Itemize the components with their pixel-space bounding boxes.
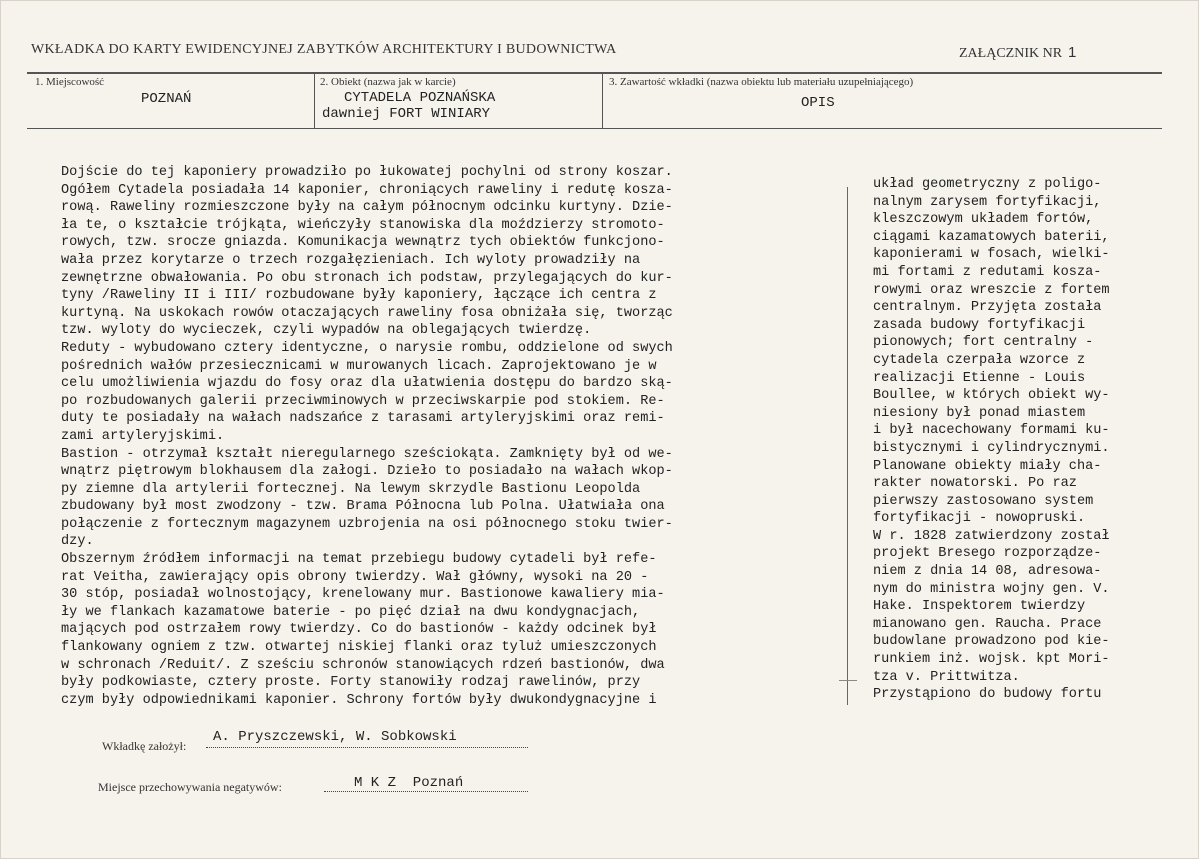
object-label: 2. Obiekt (nazwa jak w karcie) [320,76,456,88]
compiled-by-line [206,747,528,748]
text-line: rowymi oraz wreszcie z fortem [873,282,1110,298]
text-line: cytadela czerpała wzorce z [873,352,1086,368]
text-line: mi fortami z redutami kosza- [873,264,1102,280]
text-line: Hake. Inspektorem twierdzy [873,599,1086,615]
text-line: runkiem inż. wojsk. kpt Mori- [873,652,1110,668]
column-divider-tick [839,680,857,681]
column-divider-line [847,187,848,705]
text-line: tza v. Prittwitza. [873,669,1020,685]
text-line: celu umożliwienia wjazdu do fosy oraz dla ułatwienia dostępu do bardzo ską- [61,376,673,392]
text-line: pośrednich wałów przesiecznicami w murowanych licach. Zaprojektowano je w [61,358,657,374]
content-label: 3. Zawartość wkładki (nazwa obiektu lub materiału uzupełniającego) [609,76,914,88]
text-line: ły we flankach kazamatowe baterie - po pięć dział na dwu kondygnacjach, [61,604,641,620]
text-line: realizacji Etienne - Louis [873,370,1086,386]
text-line: rowych, tzw. srocze gniazda. Komunikacja wewnątrz tych obiektów funkcjono- [61,235,665,251]
text-line: kurtyną. Na uskokach rowów otaczających raweliny fosa obniżała się, tworząc [61,305,673,321]
text-line: były podkowiaste, cztery proste. Forty stanowiły rodzaj rawelinów, przy [61,675,641,691]
left-text-column [61,164,673,709]
field-divider-1 [314,73,315,128]
text-line: Bastion - otrzymał kształt nieregularnego sześciokąta. Zamknięty był od we- [61,446,673,462]
header-top-rule [27,72,1162,74]
text-line: centralnym. Przyjęta została [873,300,1102,316]
text-line: rową. Raweliny rozmieszczone były na całym północnym odcinku kurtyny. Dzie- [61,200,673,216]
card-title: WKŁADKA DO KARTY EWIDENCYJNEJ ZABYTKÓW ARCHITEKTURY I BUDOWNICTWA [31,42,617,57]
negatives-storage-value: M K Z Poznań [354,775,464,791]
text-line: Reduty - wybudowano cztery identyczne, o narysie rombu, oddzielone od swych [61,340,673,356]
text-line: niesiony był ponad miastem [873,405,1086,421]
text-line: po rozbudowanych galerii przeciwminowych w przeciwskarpie pod stokiem. Re- [61,393,665,409]
negatives-storage-line [324,791,528,792]
text-line: ła te, o kształcie trójkąta, wieńczyły stanowiska dla moździerzy stromoto- [61,217,665,233]
text-line: kleszczowym układem fortów, [873,212,1094,228]
text-line: niem z dnia 14 08, adresowa- [873,564,1102,580]
text-line: mających pod ostrzałem rowy twierdzy. Co do bastionów - każdy odcinek był [61,622,657,638]
text-line: mianowano gen. Raucha. Prace [873,616,1102,632]
annex-number: 1 [1068,44,1077,61]
text-line: bistycznymi i cylindrycznymi. [873,440,1110,456]
annex-label-text: ZAŁĄCZNIK NR [959,46,1063,61]
text-line: py ziemne dla artylerii fortecznej. Na lewym skrzydle Bastionu Leopolda [61,481,641,497]
text-line: dzy. [61,534,94,550]
object-value-line-1: CYTADELA POZNAŃSKA [344,90,496,106]
text-line: zami artyleryjskimi. [61,428,225,444]
text-line: Boullee, w których obiekt wy- [873,388,1110,404]
compiled-by-value: A. Pryszczewski, W. Sobkowski [213,729,457,745]
negatives-storage-label: Miejsce przechowywania negatywów: [98,780,282,794]
content-value: OPIS [801,95,835,111]
locality-value: POZNAŃ [141,91,192,107]
text-line: budowlane prowadzono pod kie- [873,634,1110,650]
text-line: nym do ministra wojny gen. V. [873,581,1110,597]
text-line: nalnym zarysem fortyfikacji, [873,194,1102,210]
text-line: zewnętrzne obwałowania. Po obu stronach ich podstaw, przylegających do kur- [61,270,673,286]
text-line: projekt Bresego rozporządze- [873,546,1102,562]
text-line: 30 stóp, posiadał wolnostojący, krenelowany mur. Bastionowe kawaliery mia- [61,587,665,603]
text-line: kaponierami w fosach, wielki- [873,247,1110,263]
text-line: czym były odpowiednikami kaponier. Schrony fortów były dwukondygnacyjne i [61,692,657,708]
text-line: wała przez korytarze o trzech rozgałęzieniach. Ich wyloty prowadziły na [61,252,641,268]
text-line: tzw. wyloty do wycieczek, czyli wypadów na oblegających twierdzę. [61,323,592,339]
text-line: pierwszy zastosowano system [873,493,1094,509]
compiled-by-label: Wkładkę założył: [102,739,187,753]
text-line: flankowany ogniem z tzw. otwartej niskiej flanki oraz tyluż umieszczonych [61,640,657,656]
locality-label: 1. Miejscowość [35,76,105,88]
text-line: zasada budowy fortyfikacji [873,317,1086,333]
text-line: Planowane obiekty miały cha- [873,458,1102,474]
text-line: Obszernym źródłem informacji na temat przebiegu budowy cytadeli był refe- [61,552,657,568]
text-line: Ogółem Cytadela posiadała 14 kaponier, chroniących raweliny i redutę kosza- [61,182,673,198]
right-text-column [873,176,1110,704]
text-line: ciągami kazamatowych baterii, [873,229,1110,245]
text-line: W r. 1828 zatwierdzony został [873,528,1110,544]
text-line: w schronach /Reduit/. Z sześciu schronów stanowiących rdzeń bastionów, dwa [61,657,665,673]
text-line: duty te posiadały na wałach nadszańce z tarasami artyleryjskimi oraz remi- [61,411,665,427]
text-line: połączenie z fortecznym magazynem uzbrojenia na osi północnego stoku twier- [61,516,673,532]
text-line: rakter nowatorski. Po raz [873,476,1077,492]
text-line: tyny /Raweliny II i III/ rozbudowane były kaponiery, łączące ich centra z [61,288,657,304]
text-line: Przystąpiono do budowy fortu [873,687,1102,703]
annex-label [959,44,1076,62]
text-line: fortyfikacji - nowopruski. [873,511,1086,527]
text-line: Dojście do tej kaponiery prowadziło po łukowatej pochylni od strony koszar. [61,165,673,180]
object-value-line-2: dawniej FORT WINIARY [322,106,491,122]
text-line: zbudowany był most zwodzony - tzw. Brama Północna lub Polna. Ułatwiała ona [61,499,665,515]
header-bottom-rule [27,128,1162,129]
text-line: wnątrz piętrowym blokhausem dla załogi. Dzieło to posiadało na wałach wkop- [61,464,673,480]
field-divider-2 [602,73,603,128]
text-line: rat Veitha, zawierający opis obrony twierdzy. Wał główny, wysoki na 20 - [61,569,649,585]
text-line: układ geometryczny z poligo- [873,177,1102,192]
text-line: i był nacechowany formami ku- [873,423,1110,439]
text-line: pionowych; fort centralny - [873,335,1094,351]
